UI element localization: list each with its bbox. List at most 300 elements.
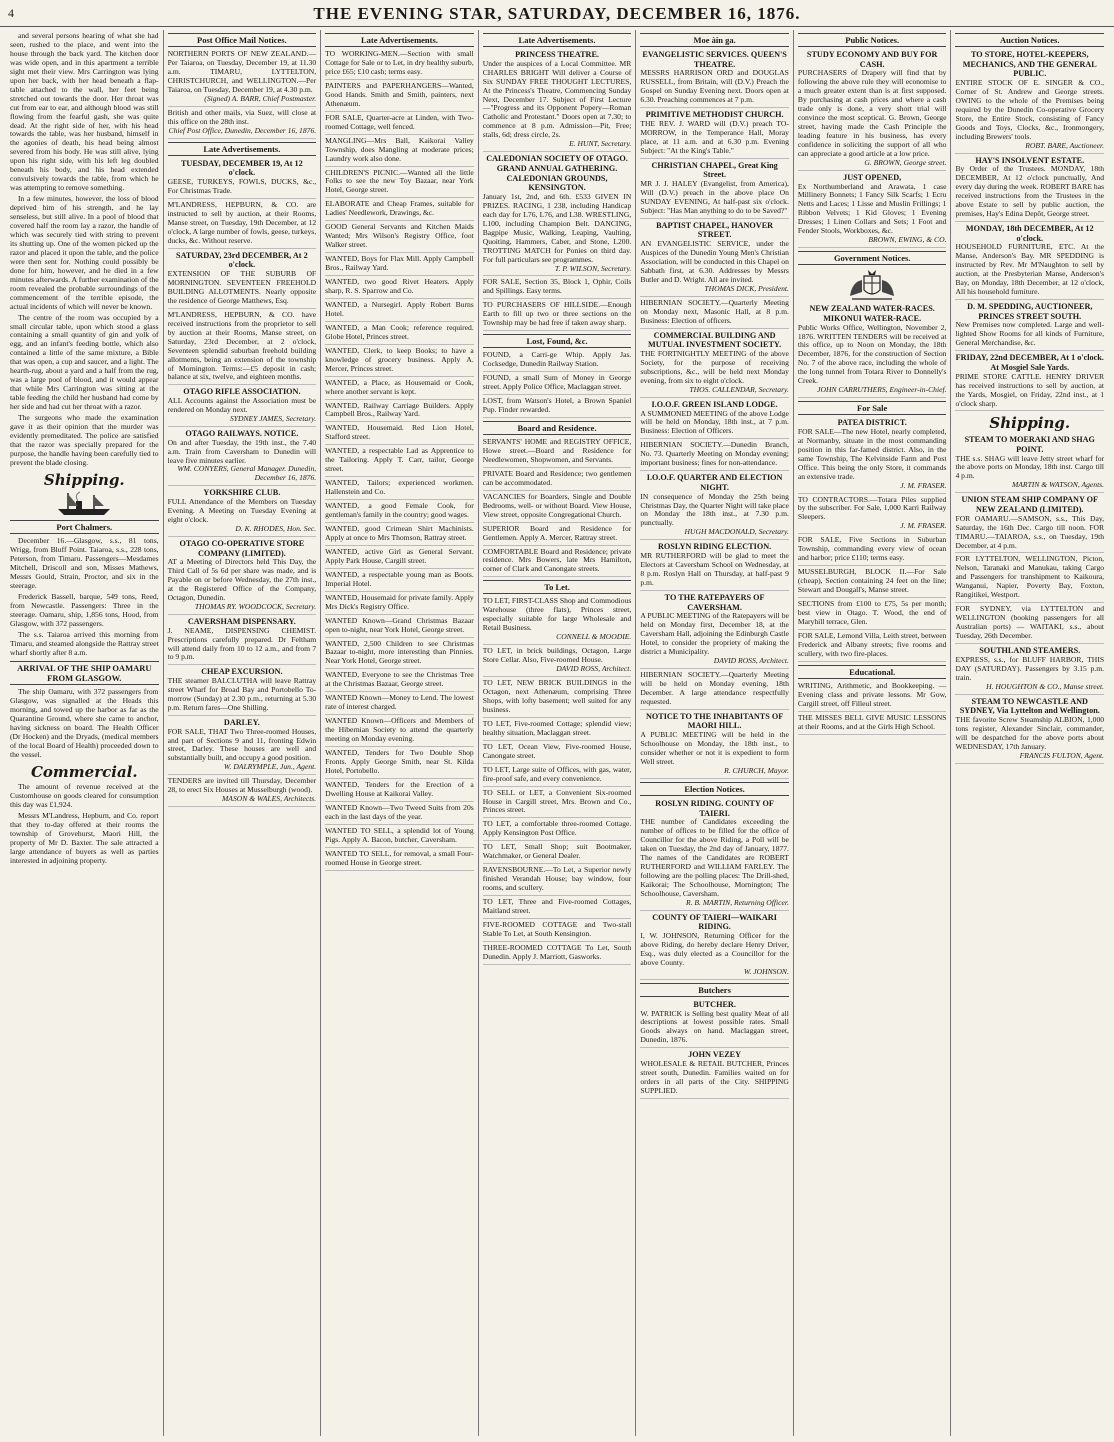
advertisement-body: TO CONTRACTORS.—Totara Piles supplied by the subscriber. For Sale, 1,000 Karri Railway Sleepers. — [797, 494, 947, 522]
advertisement-body: FIVE-ROOMED COTTAGE and Two-stall Stable To Let, at South Kensington. — [482, 920, 632, 938]
advertisement-signature: FRANCIS FULTON, Agent. — [1019, 750, 1105, 760]
advertisement — [483, 647, 632, 677]
advertisement-heading: NOTICE TO THE INHABITANTS OF MAORI HILL. — [645, 711, 784, 731]
advertisement — [798, 496, 947, 535]
advertisement — [798, 682, 947, 712]
advertisement-body: A PUBLIC MEETING will be held in the Schoolhouse on Monday, the 18th inst., to consider whether or not it is expedient to form Well street. — [640, 730, 789, 766]
advertisement-body: VACANCIES for Boarders, Single and Double Bedrooms, well- or without Board. View House, View street, opposite Congregational Church. — [482, 491, 632, 519]
advertisement-signature: E. HUNT, Secretary. — [569, 139, 632, 149]
advertisement-body: FOR SALE, Five Sections in Suburban Township, commanding every view of ocean and harbor; price £110; terms easy. — [797, 535, 947, 563]
department-heading: Commercial. — [30, 762, 138, 781]
advertisement — [483, 766, 632, 787]
advertisement-body: THE favorite Screw Steamship ALBION, 1,000 tons register, Alexander Sinclair, commander, will be despatched for the above ports about WEDNESDAY, 17th January. — [955, 714, 1105, 751]
advertisement-signature: MASON & WALES, Architects. — [221, 794, 317, 804]
advertisement — [640, 161, 789, 219]
advertisement — [325, 424, 474, 445]
advertisement-body: WANTED, Tenders for the Erection of a Dwelling House at Kaikorai Valley. — [325, 779, 474, 798]
masthead — [0, 0, 1114, 27]
section-heading: Public Notices. — [798, 33, 947, 47]
advertisement-heading: YORKSHIRE CLUB. — [203, 488, 281, 498]
advertisement-heading: OTAGO RAILWAYS. NOTICE. — [185, 428, 299, 438]
advertisement — [640, 1050, 789, 1098]
department-heading: Shipping. — [989, 414, 1071, 433]
advertisement-heading: STEAM TO NEWCASTLE AND SYDNEY, Via Lyttelton and Wellington. — [959, 696, 1100, 716]
column-2 — [164, 30, 322, 1436]
column-3 — [321, 30, 479, 1436]
article-paragraph: Frederick Bassell, barque, 549 tons, Reed, from Newcastle. Passengers: Three in the steerage. Oamaru, ship, 1,856 tons, Hood, from Glasgow, with 372 passengers. — [10, 592, 159, 629]
advertisement-body: THE number of Candidates exceeding the number of offices to be filled for the office of Councillor for the above Riding, a Poll will be taken on Tuesday, the 2nd day of January, 1877. The names of the Candidates are ROBERT RUTHERFORD and WILLIAM FARLEY. The following are the polling places: The Drill-shed, Kaikorai; The Schoolhouse, Mornington; The Schoolhouse, Caversham. — [640, 817, 789, 898]
advertisement — [325, 50, 474, 80]
advertisement — [325, 781, 474, 802]
advertisement-body: WANTED, Boys for Flax Mill. Apply Campbell Bros., Railway Yard. — [325, 254, 474, 273]
advertisement-body: WANTED, active Girl as General Servant. Apply Park House, Cargill street. — [325, 546, 474, 565]
advertisement — [640, 542, 789, 590]
column-7 — [951, 30, 1108, 1436]
advertisement — [483, 525, 632, 546]
advertisement — [325, 479, 474, 500]
advertisement — [483, 866, 632, 896]
advertisement — [483, 278, 632, 299]
advertisement-body: WANTED Known—Grand Christmas Bazaar open to-night, near York Hotel, George street. — [325, 615, 474, 634]
advertisement-body: IN consequence of Monday the 25th being Christmas Day, the Quarter Night will take place on Monday the 18th inst., at 7.30 p.m. punctually. — [640, 491, 789, 528]
advertisement-body: MANGLING—Mrs Ball, Kaikorai Valley Township, does Mangling at moderate prices; Laundry work also done. — [325, 135, 474, 163]
advertisement-heading: BUTCHER. — [693, 999, 736, 1009]
advertisement-body: M'LANDRESS, HEPBURN, & CO. are instructed to sell by auction, at their Rooms, Manse street, on Tuesday, 19th December, at 12 o'clock, A large number of fowls, geese, turkeys, ducks, &c. Without reserve. — [167, 199, 317, 245]
advertisement-signature: (Signed) A. BARR, Chief Postmaster. — [204, 93, 317, 103]
advertisement — [483, 720, 632, 741]
advertisement-signature: J. M. FRASER. — [900, 480, 947, 490]
advertisement — [325, 640, 474, 670]
section-heading: Post Office Mail Notices. — [168, 33, 317, 47]
section-heading: Moe àin ga. — [640, 33, 789, 47]
advertisement — [168, 50, 317, 107]
advertisement-body: FOUND, a small Sum of Money in George street. Apply Police Office, Maclaggan street. — [482, 373, 632, 392]
advertisement — [325, 402, 474, 423]
advertisement-body: W. PATRICK is Selling best quality Meat of all descriptions at lowest possible rates. Small Goods always on hand. Maclaggan street, Dunedin, 1876. — [640, 1008, 789, 1045]
advertisement-body: WANTED, Everyone to see the Christmas Tree at the Christmas Bazaar, George street. — [325, 670, 474, 689]
advertisement — [798, 568, 947, 598]
advertisement — [483, 921, 632, 942]
advertisement — [955, 555, 1104, 603]
advertisement — [640, 799, 789, 911]
section-heading: Lost, Found, &c. — [483, 334, 632, 348]
advertisement — [955, 697, 1104, 764]
advertisement — [483, 548, 632, 578]
advertisement-body: FOR SALE, Lemond Villa, Leith street, between Frederick and Albany streets; five rooms and scullery, with two fire-places. — [797, 630, 947, 658]
advertisement — [955, 495, 1104, 553]
advertisement — [325, 137, 474, 167]
advertisement-signature: MARTIN & WATSON, Agents. — [1011, 480, 1105, 490]
advertisement — [325, 324, 474, 345]
column-6 — [794, 30, 952, 1436]
advertisement — [168, 159, 317, 199]
advertisement-body: WANTED Known—Officers and Members of the Hibernian Society to attend the quarterly meeting on Monday evening. — [325, 716, 474, 744]
advertisement-body: THE MISSES BELL GIVE MUSIC LESSONS at their Rooms, and at the Girls High School. — [797, 712, 947, 731]
advertisement-heading: CHEAP EXCURSION. — [201, 667, 283, 677]
advertisement — [168, 109, 317, 139]
advertisement — [955, 353, 1104, 411]
advertisement — [955, 605, 1104, 644]
advertisement-body: January 1st, 2nd, and 6th. £533 GIVEN IN PRIZES. RACING, 1 238, including Handicap each day for L76, L76, and L38. WRESTLING, L100, including Champion Belt. DANCING, Bagpipe Music, Walking, Leaping, Vaulting, Quoiting, Hammers, Caber, and Stone, L200. TROTTING MATCH for Ponies on third day. For full particulars see programmes. — [482, 191, 632, 264]
advertisement-signature: D. K. RHODES, Hon. Sec. — [235, 523, 317, 533]
advertisement-body: FOR SALE, THAT Two Three-roomed Houses, and part of Sections 9 and 11, fronting Edwin street, Darley. These houses are well and substantially built, and occupy a good position. — [167, 726, 317, 763]
section-heading: Auction Notices. — [955, 33, 1104, 47]
article-paragraph: and several persons hearing of what she had seen, rushed to the place, and went into the house through the back yard. The kitchen door was wide open, and in this apartment a terrible sight met their view. Mrs Carrington was lying upon her back, with her head beneath a flap-table attached to the wall, her feet being stretched out towards the door. Her throat was cut from ear to ear, and although blood was still flowing from the fearful gash, she was quite dead. At the right side of her, with his head towards the table, was her husband, himself in the agonies of death, his head being almost severed from his body. He was still alive, lying upon his right side, with his left leg doubled beneath his body, and his head extended convulsively towards the table, from which he was attempting to remove something. — [10, 31, 159, 193]
advertisement — [325, 850, 474, 871]
advertisement-body: THE s.s. SHAG will leave Jetty street wharf for the above ports on Monday, 18th inst. Cargo till 4 p.m. — [955, 453, 1105, 481]
advertisement — [640, 331, 789, 398]
advertisement-body: FOR SALE—The new Hotel, nearly completed, at Normanby, situate in the most commanding position in this far-famed district. Also, in the same Township, The Kelvinside Farm and Post Office. This being the only Store, it commands an extensive trade. — [797, 426, 947, 481]
advertisement-signature: BROWN, EWING, & CO. — [868, 235, 947, 245]
advertisement-body: TENDERS are invited till Thursday, December 28, to erect Six Houses at Musselburgh (wood). — [167, 776, 317, 795]
section-heading: Butchers — [640, 983, 789, 997]
advertisement-body: WANTED, Housemaid for private family. Apply Mrs Dick's Registry Office. — [325, 592, 474, 611]
advertisement — [640, 221, 789, 297]
advertisement-heading: PRIMITIVE METHODIST CHURCH. — [645, 110, 784, 120]
advertisement — [798, 536, 947, 566]
advertisement-body: WANTED, Tailors; experienced workmen. Hallenstein and Co. — [325, 478, 474, 497]
advertisement-body: A PUBLIC MEETING of the Ratepayers will be held on Monday first, December 18, at the Caversham Hall, adjoining the Edinburgh Castle Hotel, to consider the propriety of making the district a Municipality. — [640, 611, 789, 656]
advertisement-body: WANTED, Railway Carriage Builders. Apply Campbell Bros., Railway Yard. — [325, 400, 474, 419]
advertisement-heading: JOHN VEZEY — [688, 1050, 742, 1060]
advertisement — [168, 311, 317, 386]
advertisement — [483, 351, 632, 372]
advertisement-signature: T. P. WILSON, Secretary. — [554, 263, 632, 273]
advertisement-body: FOR SYDNEY, via LYTTELTON and WELLINGTON (booking passengers for all Australian ports) — WAITAKI, s.s., about Tuesday, 26th December. — [955, 604, 1105, 641]
advertisement — [798, 418, 947, 493]
advertisement-signature: DAVID ROSS, Architect. — [713, 655, 789, 665]
section-heading: Port Chalmers. — [10, 520, 159, 534]
advertisement-heading: OTAGO CO-OPERATIVE STORE COMPANY (LIMITED). — [179, 538, 305, 558]
advertisement-signature: W. JOHNSON. — [743, 966, 789, 976]
advertisement-heading: CHRISTIAN CHAPEL, Great King Street. — [651, 160, 778, 180]
steamship-icon — [54, 491, 114, 517]
advertisement-body: SERVANTS' HOME and REGISTRY OFFICE, Howe street.—Board and Residence for Needlewomen, Shopwomen, and Servants. — [482, 437, 632, 464]
advertisement-body: Ex Northumberland and Arawata, 1 case Millinery Bonnets; 1 Fancy Silk Scarfs; 1 Ecru Netts and Laces; 1 Lisse and Muslin Frillings; 1 Ribbon Velvets; 1 Kid Gloves; 1 Evening Dresses; 1 Linen Collars and Sets; 1 Foot and Fender Stools, Workboxes, &c. — [797, 181, 947, 236]
advertisement — [640, 473, 789, 540]
advertisement — [325, 694, 474, 715]
section-heading: Election Notices. — [640, 782, 789, 796]
advertisement — [168, 387, 317, 427]
advertisement — [640, 712, 789, 779]
advertisement — [168, 429, 317, 486]
advertisement-body: THE FORTNIGHTLY MEETING of the above Society, for the purpose of receiving subscriptions, &c., will be held next Monday evening, from six to eight o'clock. — [640, 349, 789, 385]
advertisement-body: On and after Tuesday, the 19th inst., the 7.40 a.m. Train from Caversham to Dunedin will leave five minutes earlier. — [167, 437, 317, 465]
advertisement-heading: COUNTY OF TAIERI—WAIKARI RIDING. — [652, 912, 777, 932]
advertisement-body: WANTED, good Crimean Shirt Machinists. Apply at once to Mrs Thomson, Rattray street. — [325, 524, 474, 542]
advertisement-body: TO LET, NEW BRICK BUILDINGS in the Octagon, next Athenæum, comprising Three Shops, with lofty basement; well suited for any business. — [482, 678, 632, 714]
advertisement-body: WANTED, Housemaid. Red Lion Hotel, Stafford street. — [325, 423, 474, 442]
column-4 — [479, 30, 637, 1436]
advertisement — [325, 114, 474, 135]
article-paragraph: The surgeons who made the examination gave it as their opinion that the murder was evidently premeditated. The police are satisfied that the razor was specially prepared for the purpose, the handle having been carefully tied to prevent the blade closing. — [10, 413, 159, 467]
advertisement-body: J. NEAME, DISPENSING CHEMIST. Prescriptions carefully prepared. Dr Feltham will attend daily from 10 to 12 a.m., and from 7 to 9 p.m. — [167, 625, 317, 662]
advertisement-body: NORTHERN PORTS OF NEW ZEALAND.—Per Taiaroa, on Tuesday, December 19, at 11.30 a.m. TIMARU, LYTTELTON, CHRISTCHURCH, and WELLINGTON.—Per Taiaroa, on Tuesday, December 19, at 4.30 p.m. — [167, 49, 317, 94]
column-1 — [6, 30, 164, 1436]
advertisement-body: WANTED, a good Female Cook, for gentleman's family in the country; good wages. — [325, 501, 474, 520]
advertisement-body: THE steamer BALCLUTHA will leave Rattray street Wharf for Broad Bay and Portobello To-morrow (Sunday) at 2.30 p.m., returning at 5.30 p.m. Return fares—One Shilling. — [167, 676, 317, 712]
newspaper-columns — [6, 30, 1108, 1436]
advertisement-body: A SUMMONED MEETING of the above Lodge will be held on Monday, 18th inst., at 7 p.m. Business: Election of Officers. — [640, 408, 789, 436]
advertisement-signature: SYDNEY JAMES, Secretary. — [229, 413, 317, 423]
advertisement-signature: HUGH MACDONALD, Secretary. — [684, 527, 789, 537]
advertisement-heading: JUST OPENED, — [843, 172, 902, 182]
advertisement — [640, 400, 789, 440]
advertisement — [325, 223, 474, 253]
advertisement-body: FOR SALE, Section 35, Block 1, Ophir, Coils and Spillings. Easy terms. — [482, 277, 632, 296]
advertisement — [325, 671, 474, 692]
section-heading: Late Advertisements. — [483, 33, 632, 47]
advertisement-body: TO LET, Large suite of Offices, with gas, water, fire-proof safe, and every convenience. — [482, 764, 632, 783]
advertisement-heading: FRIDAY, 22nd DECEMBER, At 1 o'clock. At Mosgiel Sale Yards. — [955, 353, 1104, 372]
advertisement-signature: W. DALRYMPLE, Jun., Agent. — [223, 762, 317, 772]
advertisement-signature: THOMAS RY. WOODCOCK, Secretary. — [194, 601, 317, 611]
advertisement-body: TO SELL or LET, a Convenient Six-roomed House in Cargill street, Mrs. Brown and Co., Princes street. — [482, 787, 632, 815]
advertisement-body: WANTED TO SELL, a splendid lot of Young Pigs. Apply A. Bacon, butcher, Caversham. — [325, 825, 474, 844]
advertisement-body: M'LANDRESS, HEPBURN, & CO. have received instructions from the proprietor to sell by auction at their Rooms, Manse street, on Saturday, 23rd December, at 2 o'clock, Seventeen splendid suburban freehold building allotments, being an extension of the township of Mornington. Terms:—£5 deposit in cash; balance at six, twelve, and eighteen months. — [167, 309, 317, 382]
article-paragraph: The s.s. Taiaroa arrived this morning from Timaru, and steamed alongside the Rattray street wharf shortly after 8 a.m. — [10, 629, 159, 657]
advertisement-body: GOOD General Servants and Kitchen Maids Wanted; Mrs Wilson's Registry Office, foot Walker street. — [325, 222, 474, 250]
section-heading: For Sale — [798, 401, 947, 415]
advertisement — [483, 789, 632, 819]
advertisement-body: ENTIRE STOCK OF E. SINGER & CO., Corner of St. Andrew and George streets. OWING to the whole of the Premises being required by the Dunedin Co-operative Grocery Store, the Entire Stock, consisting of Fancy Goods and Toys, Clocks, &c., Ironmongery, including Brewers' tools. — [955, 78, 1105, 141]
advertisement — [483, 301, 632, 331]
article-paragraph: The amount of revenue received at the Customhouse on goods cleared for consumption this day was £1,924. — [10, 782, 159, 810]
advertisement — [483, 679, 632, 718]
advertisement-body: PRIME STORE CATTLE. HENRY DRIVER has received instructions to sell by auction, at the Yards, Mosgiel, on Friday, 22nd inst., at 1 o'clock sharp. — [955, 371, 1105, 408]
advertisement — [325, 594, 474, 615]
advertisement — [955, 50, 1104, 154]
advertisement-heading: OTAGO RIFLE ASSOCIATION. — [183, 387, 301, 397]
advertisement-body: FOUND, a Carri-ge Whip. Apply Jas. Cocksedge, Dunedin Railway Station. — [482, 350, 632, 369]
advertisement-signature: G. BROWN, George street. — [864, 157, 947, 167]
advertisement-body: New Premises now completed. Large and well-lighted Show Rooms for all kinds of Furniture, General Merchandise, &c. — [955, 320, 1105, 348]
advertisement-signature: ROBT. BARE, Auctioneer. — [1025, 140, 1105, 150]
advertisement-body: MESSRS HARRISON ORD and DOUGLAS RUSSELL, from Britain, will (D.V.) Preach the Gospel on Sunday Evening next. Doors open at 6.30. Preaching commences at 7 p.m. — [640, 68, 789, 105]
advertisement — [955, 302, 1104, 351]
advertisement-signature: WM. CONYERS, General Manager. Dunedin, December 16, 1876. — [177, 464, 317, 483]
advertisement-body: MR RUTHERFORD will be glad to meet the Electors at Caversham School on Wednesday, at 8 p.m. Roslyn Hall on Thursday, at half-past 9 p.m. — [640, 551, 789, 587]
advertisement-body: THE REV. J. WARD will (D.V.) preach TO-MORROW, in the Temperance Hall, Moray place, at 11 a.m. and at 6.30 p.m. Evening Subject: "At the King's Table." — [640, 118, 789, 155]
advertisement-body: WANTED, 2,500 Children to see Christmas Bazaar to-night, more interesting than Pinnies. Near York Hotel, George street. — [325, 638, 474, 666]
section-heading: Educational. — [798, 665, 947, 679]
advertisement — [325, 717, 474, 747]
advertisement — [325, 804, 474, 825]
advertisement-body: PURCHASERS of Drapery will find that by following the above rule they will economise to a much greater extent than is at first supposed. By purchasing at cash prices and where a cash trade only is done, a very short trial will convince the most sceptical. G. Brown, George street, having made the Cash Principle the leading feature in his business, has every confidence in soliciting the support of all who can appreciate a good article at a low price. — [797, 68, 947, 158]
advertisement — [483, 843, 632, 864]
advertisement-heading: ROSLYN RIDING. COUNTY OF TAIERI. — [655, 798, 774, 818]
advertisement-body: ELABORATE and Cheap Frames, suitable for Ladies' Needlework, Drawings, &c. — [325, 199, 474, 218]
advertisement-signature: J. M. FRASER. — [900, 521, 947, 531]
article-paragraph: The ship Oamaru, with 372 passengers from Glasgow, was signalled at the Heads this morning, and towed up the harbor as far as the Quarantine Ground, where she came to anchor, having sickness on board. The Health Officer (Dr Hocken) and the Dryads, (medical members of the local Board of Health) proceeded down to the vessel. — [10, 686, 159, 759]
advertisement — [168, 617, 317, 665]
advertisement — [483, 597, 632, 645]
advertisement-body: WANTED, a Man Cook; reference required. Globe Hotel, Princes street. — [325, 322, 474, 341]
section-heading: To Let. — [483, 580, 632, 594]
advertisement-signature: DAVID ROSS, Architect. — [556, 664, 632, 674]
advertisement-body: FOR LYTTELTON, WELLINGTON, Picton, Nelson, Taranaki and Manukau, taking Cargo and Passengers for transhipment to Kaikoura, Wanganui, Napier, Poverty Bay, Foxton, Rangitikei, Westport. — [955, 554, 1105, 600]
advertisement-heading: PATEA DISTRICT. — [837, 418, 907, 428]
advertisement — [483, 438, 632, 468]
advertisement-body: PAINTERS and PAPERHANGERS—Wanted, Good Hands. Smith and Smith, painters, next Athenæum. — [325, 80, 474, 108]
page-number: 4 — [8, 6, 14, 20]
advertisement-body: COMFORTABLE Board and Residence; private residence. Mrs Bowers, late Mrs Hamilton, corner of Clark and Canongate streets. — [482, 546, 632, 574]
advertisement-body: AN EVANGELISTIC SERVICE, under the Auspices of the Dunedin Young Men's Christian Association, will be conducted in this Chapel on Sabbath first, at 6.30. Addresses by Messrs Butler and D. Wright. All are invited. — [640, 239, 789, 284]
advertisement — [325, 617, 474, 638]
advertisement-body: HIBERNIAN SOCIETY.—Dunedin Branch, No. 73. Quarterly Meeting on Monday evening; important business; fines for non-attendance. — [640, 440, 789, 468]
advertisement — [640, 441, 789, 471]
section-heading: ARRIVAL OF THE SHIP OAMARU FROM GLASGOW. — [10, 661, 159, 685]
advertisement-signature: R. CHURCH, Mayor. — [724, 765, 789, 775]
advertisement-body: TO LET, Three and Five-roomed Cottages, Maitland street. — [482, 897, 632, 916]
advertisement — [955, 646, 1104, 694]
advertisement-body: TO PURCHASERS OF HILLSIDE.—Enough Earth to fill up two or three sections on the Township may be had free if taken away sharp. — [482, 300, 632, 328]
advertisement — [640, 913, 789, 980]
advertisement-body: FOR OAMARU.—SAMSON, s.s., This Day, Saturday, the 16th Dec. Cargo till noon. FOR TIMARU.—TAIAROA, s.s., on Tuesday, 19th December, at 4 p.m. — [955, 513, 1105, 550]
advertisement-signature: JOHN CARRUTHERS, Engineer-in-Chief. — [817, 385, 947, 395]
advertisement — [483, 397, 632, 418]
advertisement-heading: TO STORE, HOTEL-KEEPERS, MECHANICS, AND THE GENERAL PUBLIC. — [962, 50, 1097, 79]
advertisement-body: RAVENSBOURNE.—To Let, a Superior newly finished Verandah House; bay window, four rooms, and scullery. — [482, 865, 632, 893]
advertisement — [483, 944, 632, 965]
advertisement-heading: SOUTHLAND STEAMERS. — [979, 646, 1081, 656]
article-paragraph: The centre of the room was occupied by a small circular table, upon which stood a glass containing a small quantity of gin and yolk of egg, and an infant's feeding bottle, which also contained a little of the same mixture, a Bible that was open, a cup and saucer, and a light. The hearth-rug, about a yard and a half from the rug, was a large pool of blood, and it would appear that while Mrs Carrington was sitting at the table feeding the child her husband had come by her side and had cut her throat with a razor. — [10, 312, 159, 412]
advertisement-heading: TO THE RATEPAYERS OF CAVERSHAM. — [664, 592, 765, 612]
advertisement-heading: D. M. SPEDDING, AUCTIONEER, PRINCES STREET SOUTH. — [967, 302, 1093, 321]
advertisement-body: TO LET, FIRST-CLASS Shop and Commodious Warehouse (three flats), Princes street, especially suitable for large Wholesale and Retail Business. — [482, 596, 632, 633]
advertisement-body: ALL Accounts against the Association must be rendered on Monday next. — [167, 396, 317, 415]
advertisement-body: MUSSELBURGH, BLOCK II.—For Sale (cheap), Section containing 24 feet on the line; Stewart and Dougall's, Manse street. — [797, 567, 947, 595]
advertisement — [640, 593, 789, 669]
advertisement — [955, 224, 1104, 300]
article-paragraph: Messrs M'Landress, Hepburn, and Co. report that they to-day offered at their rooms the township of Grovehurst, Maori Hill, the property of Mr D. Baxter. The sale attracted a large attendance of buyers as well as parties interested in adjoining property. — [10, 811, 159, 865]
advertisement-heading: EVANGELISTIC SERVICES. QUEEN'S THEATRE. — [642, 50, 787, 69]
advertisement-body: TO LET, Ocean View, Five-roomed House, Canongate street. — [482, 741, 632, 760]
advertisement-body: WANTED, a respectable Lad as Apprentice to the Tailoring. Apply T. Carr, tailor, George street. — [325, 446, 474, 474]
section-heading: Late Advertisements. — [168, 142, 317, 156]
section-heading: Government Notices. — [798, 251, 947, 265]
advertisement-body: TO WORKING-MEN.—Section with small Cottage for Sale or to Let, in dry healthy suburb, price £65; £10 cash; terms easy. — [325, 49, 474, 76]
advertisement-heading: STUDY ECONOMY AND BUY FOR CASH. — [806, 50, 938, 69]
advertisement-body: WANTED Known—Two Tweed Suits from 20s each in the last days of the year. — [325, 802, 474, 821]
advertisement-body: SECTIONS from £100 to £75, 5s per month; best view in Otago. T. Wood, the end of Maryhill terrace, Glen. — [797, 599, 947, 626]
advertisement — [168, 488, 317, 536]
advertisement-body: HIBERNIAN SOCIETY.—Quarterly Meeting on Monday next, Masonic Hall, at 8 p.m. Business: Election of officers. — [640, 297, 789, 325]
advertisement — [483, 898, 632, 919]
advertisement — [325, 200, 474, 221]
advertisement — [325, 82, 474, 112]
advertisement-heading: I.O.O.F. GREEN ISLAND LODGE. — [651, 399, 778, 409]
advertisement — [168, 201, 317, 249]
advertisement — [325, 827, 474, 848]
advertisement-body: TO LET, Five-roomed Cottage; splendid view; healthy situation, Maclaggan street. — [482, 718, 632, 737]
advertisement-signature: Chief Post Office, Dunedin, December 16, 1876. — [168, 125, 317, 135]
advertisement-body: WANTED TO SELL, for removal, a small Four-roomed House in George street. — [325, 848, 474, 867]
advertisement-body: MR J. J. HALEY (Evangelist, from America), Will (D.V.) preach in the above place On SUNDAY EVENING, At half-past six o'clock. Subject: "Has Man anything to do to be Saved?" — [640, 179, 789, 215]
advertisement — [483, 820, 632, 841]
advertisement-heading: BAPTIST CHAPEL, HANOVER STREET. — [656, 220, 774, 240]
advertisement — [798, 714, 947, 735]
advertisement — [798, 600, 947, 630]
advertisement-body: PRIVATE Board and Residence; two gentlemen can be accommodated. — [482, 468, 632, 487]
advertisement — [325, 347, 474, 377]
advertisement-body: TO LET, in brick buildings, Octagon, Large Store Cellar. Also, Five-roomed House. — [482, 646, 632, 665]
advertisement-body: TO LET, a comfortable three-roomed Cottage. Apply Kensington Post Office. — [482, 819, 632, 838]
advertisement-body: AT a Meeting of Directors held This Day, the Third Call of 5s 6d per share was made, and is Payable on or before Wednesday, the 27th inst., at the Registered Office of the Company, Octagon, Dunedin. — [167, 557, 317, 603]
advertisement-body: WRITING, Arithmetic, and Bookkeeping. —Evening class and private lessons. Mr Gow, Cargill street, off Filleul street. — [797, 680, 947, 708]
advertisement — [798, 50, 947, 171]
advertisement-heading: UNION STEAM SHIP COMPANY OF NEW ZEALAND (LIMITED). — [961, 495, 1098, 514]
advertisement-heading: HAY'S INSOLVENT ESTATE. — [975, 155, 1085, 165]
article-paragraph: In a few minutes, however, the loss of blood deprived him of his strength, and he lay senseless, but still alive. In a pool of blood that covered half the room lay a razor, the handle of which was securely tied with string to prevent its shutting up. One of the women picked up the razor and placed it upon the table, and the police were then sent for. Nothing could possibly be done for him, however, and he died in a few minutes afterwards. A further examination of the room revealed the probable surroundings of the commencement of the terrible episode, the actual incidents of which will never be known. — [10, 194, 159, 311]
advertisement-body: SUPERIOR Board and Residence for Gentlemen. Apply A. Mercer, Rattray street. — [482, 523, 632, 542]
advertisement-heading: I.O.O.F. QUARTER AND ELECTION NIGHT. — [646, 473, 783, 492]
advertisement — [640, 671, 789, 710]
advertisement — [798, 173, 947, 248]
advertisement — [955, 156, 1104, 222]
advertisement-body: British and other mails, via Suez, will close at this office on the 28th inst. — [167, 107, 317, 126]
advertisement-body: CHILDREN'S PICNIC.—Wanted all the little Folks to see the new Toy Bazaar, near York Hotel, George street. — [325, 167, 474, 195]
advertisement-body: I, W. JOHNSON, Returning Officer for the above Riding, do hereby declare Henry Driver, Esq., was duly elected as a Councillor for the above County. — [640, 931, 789, 967]
advertisement-body: WANTED, a Nursegirl. Apply Robert Burns Hotel. — [325, 299, 474, 318]
advertisement-heading: DARLEY. — [223, 717, 260, 727]
advertisement — [955, 435, 1104, 493]
advertisement-heading: SATURDAY, 23rd DECEMBER, At 2 o'clock. — [176, 250, 308, 270]
advertisement-body: WANTED Known—Money to Lend. The lowest rate of interest charged. — [325, 693, 474, 712]
advertisement-body: FULL Attendance of the Members on Tuesday Evening. A Meeting on Tuesday Evening at eight o'clock. — [167, 497, 317, 524]
advertisement — [325, 278, 474, 299]
department-heading: Shipping. — [43, 470, 125, 489]
advertisement-body: LOST, from Watson's Hotel, a Brown Spaniel Pup. Finder rewarded. — [482, 396, 632, 415]
advertisement — [640, 110, 789, 158]
advertisement-body: WANTED, a respectable young man as Boots. Imperial Hotel. — [325, 569, 474, 588]
column-5 — [636, 30, 794, 1436]
advertisement-body: GEESE, TURKEYS, FOWLS, DUCKS, &c., For Christmas Trade. — [167, 176, 317, 195]
advertisement-body: Public Works Office, Wellington, November 2, 1876. WRITTEN TENDERS will be received at this office, up to Noon on Monday, the 18th December, 1876, for the construction of Section No. 7 of the above race, including the whole of the long tunnel from Totara River to Donnelly's Creek. — [797, 322, 947, 386]
advertisement — [325, 379, 474, 400]
advertisement — [168, 718, 317, 775]
section-heading: Late Advertisements. — [325, 33, 474, 47]
advertisement-signature: THOS. CALLENDAR, Secretary. — [689, 384, 789, 394]
advertisement — [640, 299, 789, 329]
advertisement-signature: CONNELL & MOODIE. — [556, 632, 632, 642]
advertisement — [640, 1000, 789, 1048]
advertisement-heading: NEW ZEALAND WATER-RACES. MIKONUI WATER-RACE. — [809, 304, 935, 323]
advertisement-signature: H. HOUGHTON & CO., Manse street. — [986, 681, 1105, 691]
advertisement-body: WHOLESALE & RETAIL BUTCHER, Princes street south, Dunedin. Families waited on for orders in all parts of the City. SHIPPING SUPPLIED. — [640, 1058, 789, 1095]
advertisement — [325, 447, 474, 477]
advertisement — [325, 301, 474, 322]
advertisement — [168, 251, 317, 309]
advertisement-heading: COMMERCIAL BUILDING AND MUTUAL INVESTMENT SOCIETY. — [648, 330, 782, 350]
advertisement-body: WANTED, a Place, as Housemaid or Cook, where another servant is kept. — [325, 377, 474, 396]
advertisement — [325, 548, 474, 569]
advertisement — [168, 777, 317, 807]
advertisement-heading: CALEDONIAN SOCIETY OF OTAGO. GRAND ANNUAL GATHERING. CALEDONIAN GROUNDS, KENSINGTON. — [486, 154, 628, 193]
advertisement-heading: STEAM TO MOERAKI AND SHAG POINT. — [964, 435, 1095, 454]
advertisement — [168, 539, 317, 615]
advertisement — [325, 255, 474, 276]
royal-crest-icon — [842, 268, 902, 302]
advertisement-body: By Order of the Trustees. MONDAY, 18th DECEMBER, At 12 o'clock punctually, And every day during the week. ROBERT BARE has received instructions from the Trustees in the above Estate to sell by public auction, the premises, Hay's Edina Depôt, George street. — [955, 164, 1105, 219]
advertisement-body: HOUSEHOLD FURNITURE, ETC. At the Manse, Anderson's Bay. MR SPEDDING is instructed by Rev. Mr M'Naughton to sell by auction, at the Presbyterian Manse, Anderson's Bay, on Monday, 18th December, at 12 o'clock, All his household furniture. — [955, 242, 1105, 297]
advertisement — [483, 470, 632, 491]
advertisement — [325, 749, 474, 779]
newspaper-title: THE EVENING STAR, SATURDAY, DECEMBER 16, 1876. — [313, 4, 801, 23]
advertisement-heading: TUESDAY, DECEMBER 19, At 12 o'clock. — [180, 158, 303, 178]
advertisement — [325, 502, 474, 523]
advertisement-body: WANTED, two good Rivet Heaters. Apply sharp, R. S. Sparrow and Co. — [325, 277, 474, 295]
